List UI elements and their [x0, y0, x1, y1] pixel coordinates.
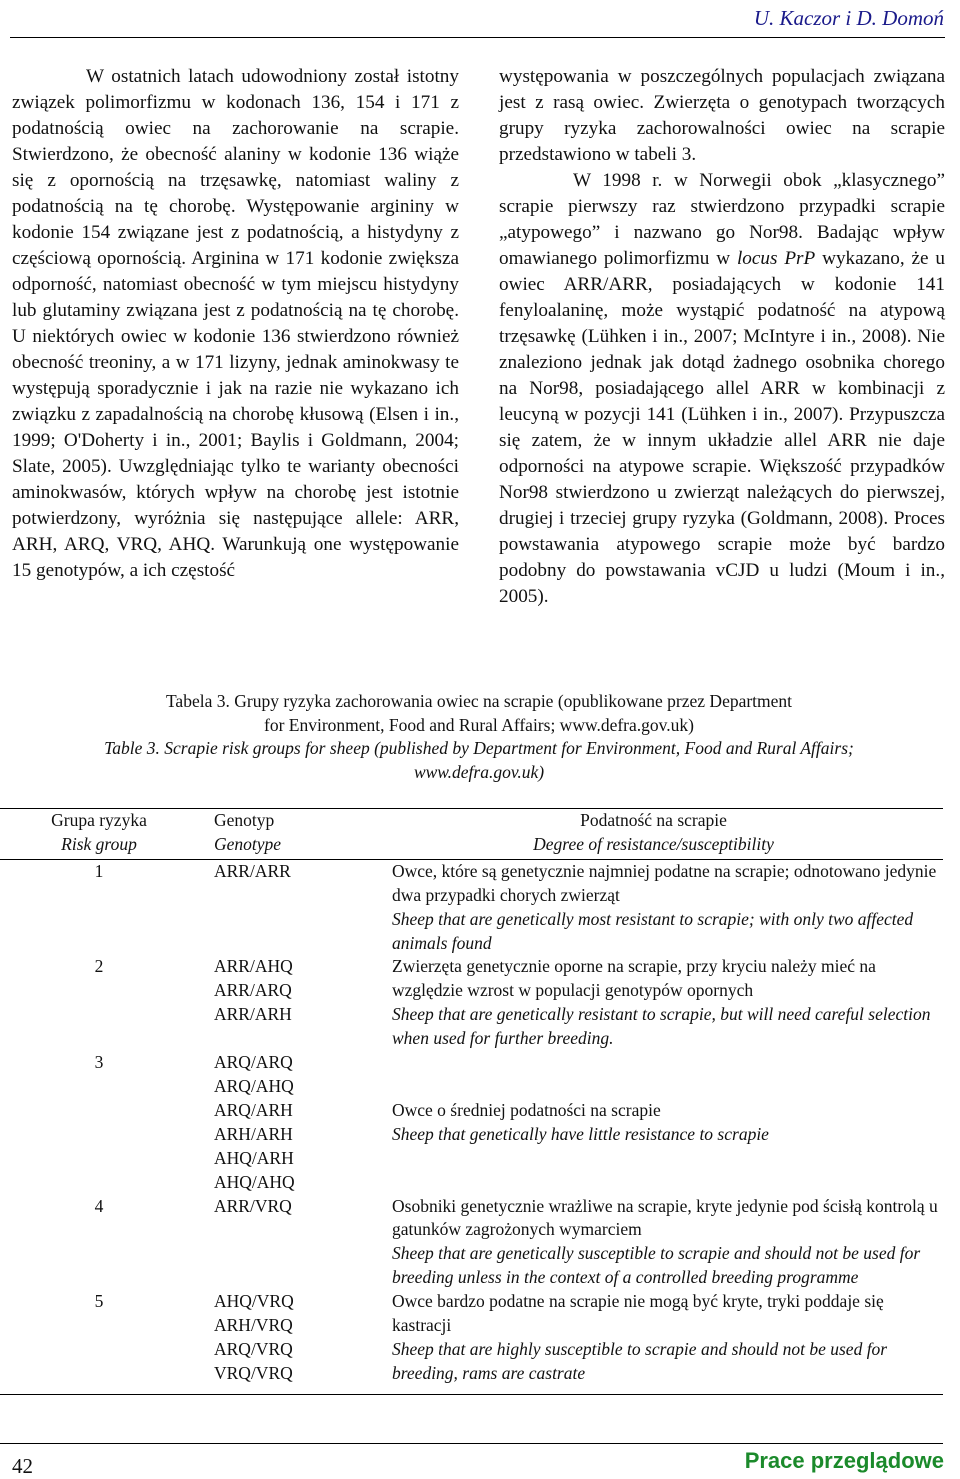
degree-pl: Owce, które są genetycznie najmniej podatne na scrapie; odnotowano jedynie dwa przypadki chorych zwierząt: [392, 860, 937, 905]
paragraph-text: W 1998 r. w Norwegii obok „klasycznego” scrapie pierwszy raz stwierdzono przypadki scrapie „atypowego” i nazwano go Nor98. Badając wpływ omawianego polimorfizmu w: [499, 170, 945, 269]
degree-cell: [368, 1290, 943, 1394]
body-paragraph: W ostatnich latach udowodniony został istotny związek polimorfizmu w kodonach 136, 154 i 171 z podatnością owiec na zachorowanie na scrapie. Stwierdzono, że obecność alaniny w kodonie 136 wiąże się z opornością na trzęsawkę, natomiast waliny z podatnością na tę chorobę. Występowanie argininy w kodonie 154 związane jest z podatnością, a histydyny z częściową opornością. Arginina w 171 kodonie zwiększa odporność, natomiast obecność w tym miejscu histydyny lub glutaminy związana jest z podatnością na tę chorobę. U niektórych owiec w kodonie 136 stwierdzono również obecność treoniny, a w 171 lizyny, jednak aminokwasy te występują sporadycznie i jak na razie nie wykazano ich związku z zapadalnością na chorobę kłusową (Elsen i in., 1999; O'Doherty i in., 2001; Baylis i Goldmann, 2004; Slate, 2005). Uwzględniając tylko te warianty obecności aminokwasów, których wpływ na chorobę jest istotnie potwierdzony, wyróżnia się następujące allele: ARR, ARH, ARQ, VRQ, AHQ. Warunkują one występowanie 15 genotypów, a ich częstość: [12, 66, 459, 581]
genotype-value: ARQ/ARQ: [214, 1052, 293, 1073]
degree-pl: Zwierzęta genetycznie oporne na scrapie, przy kryciu należy mieć na względzie wzrost w populacji genotypów opornych: [392, 956, 876, 1001]
risk-group-table: [0, 808, 943, 1395]
header-rule: [10, 37, 945, 38]
degree-cell: [368, 1051, 943, 1194]
degree-cell: [368, 1195, 943, 1291]
genotype-cell: [198, 859, 368, 955]
header-group: [0, 809, 198, 860]
table-caption: [12, 690, 946, 784]
genotype-value: ARQ/VRQ: [214, 1338, 293, 1359]
degree-en: Sheep that are highly susceptible to scrapie and should not be used for breeding, rams are castrate: [392, 1338, 888, 1383]
genotype-value: ARR/ARR: [214, 860, 291, 881]
table-row: [0, 1290, 943, 1394]
genotype-value: ARR/ARQ: [214, 980, 292, 1001]
risk-group-cell: 4: [94, 1195, 104, 1216]
degree-cell: [368, 859, 943, 955]
genotype-value: ARH/ARH: [214, 1123, 293, 1144]
page-number: 42: [12, 1454, 33, 1478]
genotype-value: AHQ/ARH: [214, 1147, 294, 1168]
body-paragraph: występowania w poszczególnych populacjach związana jest z rasą owiec. Zwierzęta o genotypach tworzących grupy ryzyka zachorowalności owiec na scrapie przedstawiono w tabeli 3.: [499, 66, 945, 165]
degree-pl: Owce o średniej podatności na scrapie: [392, 1099, 661, 1120]
header-degree-pl: Podatność na scrapie: [580, 810, 727, 830]
body-paragraph: [499, 168, 945, 610]
header-genotype: [198, 809, 368, 860]
running-head: U. Kaczor i D. Domoń: [753, 6, 944, 30]
table-row: [0, 859, 943, 955]
degree-en: Sheep that are genetically susceptible to scrapie and should not be used for breeding unless in the context of a controlled breeding programme: [392, 1243, 921, 1288]
genotype-value: ARQ/ARH: [214, 1099, 293, 1120]
header-genotype-en: Genotype: [214, 833, 282, 854]
header-degree-en: Degree of resistance/susceptibility: [533, 833, 774, 854]
degree-en: Sheep that genetically have little resistance to scrapie: [392, 1123, 769, 1144]
genotype-value: ARQ/AHQ: [214, 1075, 294, 1096]
risk-group-cell: 2: [94, 956, 104, 977]
header-group-pl: Grupa ryzyka: [51, 810, 147, 830]
genotype-value: ARR/VRQ: [214, 1195, 292, 1216]
caption-pl-line: for Environment, Food and Rural Affairs; www.defra.gov.uk): [264, 714, 694, 735]
header-genotype-pl: Genotyp: [214, 810, 275, 830]
genotype-value: VRQ/VRQ: [214, 1362, 293, 1383]
table-row: [0, 955, 943, 1051]
paragraph-text: wykazano, że u owiec ARR/ARR, posiadających w kodonie 141 fenyloalaninę, może wystąpić podatność na atypową trzęsawkę (Lühken i in., 2007; McIntyre i in., 2008). Nie znaleziono jednak jak dotąd żadnego osobnika chorego na Nor98, posiadającego allel ARR w kombinacji z leucyną w pozycji 141 (Lühken i in., 2007). Przypuszcza się zatem, że w innym układzie allel ARR nie daje odporności na atypowe scrapie. Większość przypadków Nor98 stwierdzono u zwierząt należących do pierwszej, drugiej i trzeciej grupy ryzyka (Goldmann, 2008). Proces powstawania atypowego scrapie może być bardzo podobny do powstawania vCJD u ludzi (Moum i in., 2005).: [499, 248, 945, 607]
degree-pl: Osobniki genetycznie wrażliwe na scrapie, kryte jedynie pod ścisłą kontrolą u gatunków zagrożonych wymarciem: [392, 1195, 938, 1240]
section-label: Prace przeglądowe: [744, 1448, 944, 1473]
caption-en-line: Table 3. Scrapie risk groups for sheep (published by Department for Environment, Food and Rural Affairs;: [104, 738, 854, 758]
right-column: [499, 64, 945, 610]
locus-term: locus PrP: [736, 248, 816, 269]
caption-en-line: www.defra.gov.uk): [413, 761, 545, 782]
genotype-cell: [198, 1051, 368, 1194]
risk-group-cell: 1: [0, 859, 198, 955]
header-group-en: Risk group: [61, 833, 137, 854]
genotype-value: ARR/ARH: [214, 1004, 292, 1025]
table-row: [0, 1051, 943, 1194]
caption-pl-line: Tabela 3. Grupy ryzyka zachorowania owiec na scrapie (opublikowane przez Department: [165, 691, 793, 711]
genotype-value: AHQ/AHQ: [214, 1171, 295, 1192]
risk-group-cell: 5: [0, 1290, 198, 1394]
degree-en: Sheep that are genetically most resistant to scrapie; with only two affected animals found: [392, 908, 914, 953]
degree-en: Sheep that are genetically resistant to scrapie, but will need careful selection when used for further breeding.: [392, 1004, 931, 1049]
footer-rule: [0, 1443, 943, 1444]
table-row: [0, 1195, 943, 1291]
degree-cell: [368, 955, 943, 1051]
table-body: [0, 859, 943, 1394]
degree-pl: Owce bardzo podatne na scrapie nie mogą być kryte, tryki poddaje się kastracji: [392, 1291, 884, 1336]
genotype-value: ARR/AHQ: [214, 956, 293, 977]
genotype-cell: [198, 1290, 368, 1394]
genotype-cell: [198, 955, 368, 1051]
genotype-value: ARH/VRQ: [214, 1315, 293, 1336]
genotype-cell: [198, 1195, 368, 1291]
header-degree: [368, 809, 943, 860]
left-column: [12, 64, 459, 584]
genotype-value: AHQ/VRQ: [214, 1291, 294, 1312]
risk-group-cell: 3: [94, 1052, 104, 1073]
